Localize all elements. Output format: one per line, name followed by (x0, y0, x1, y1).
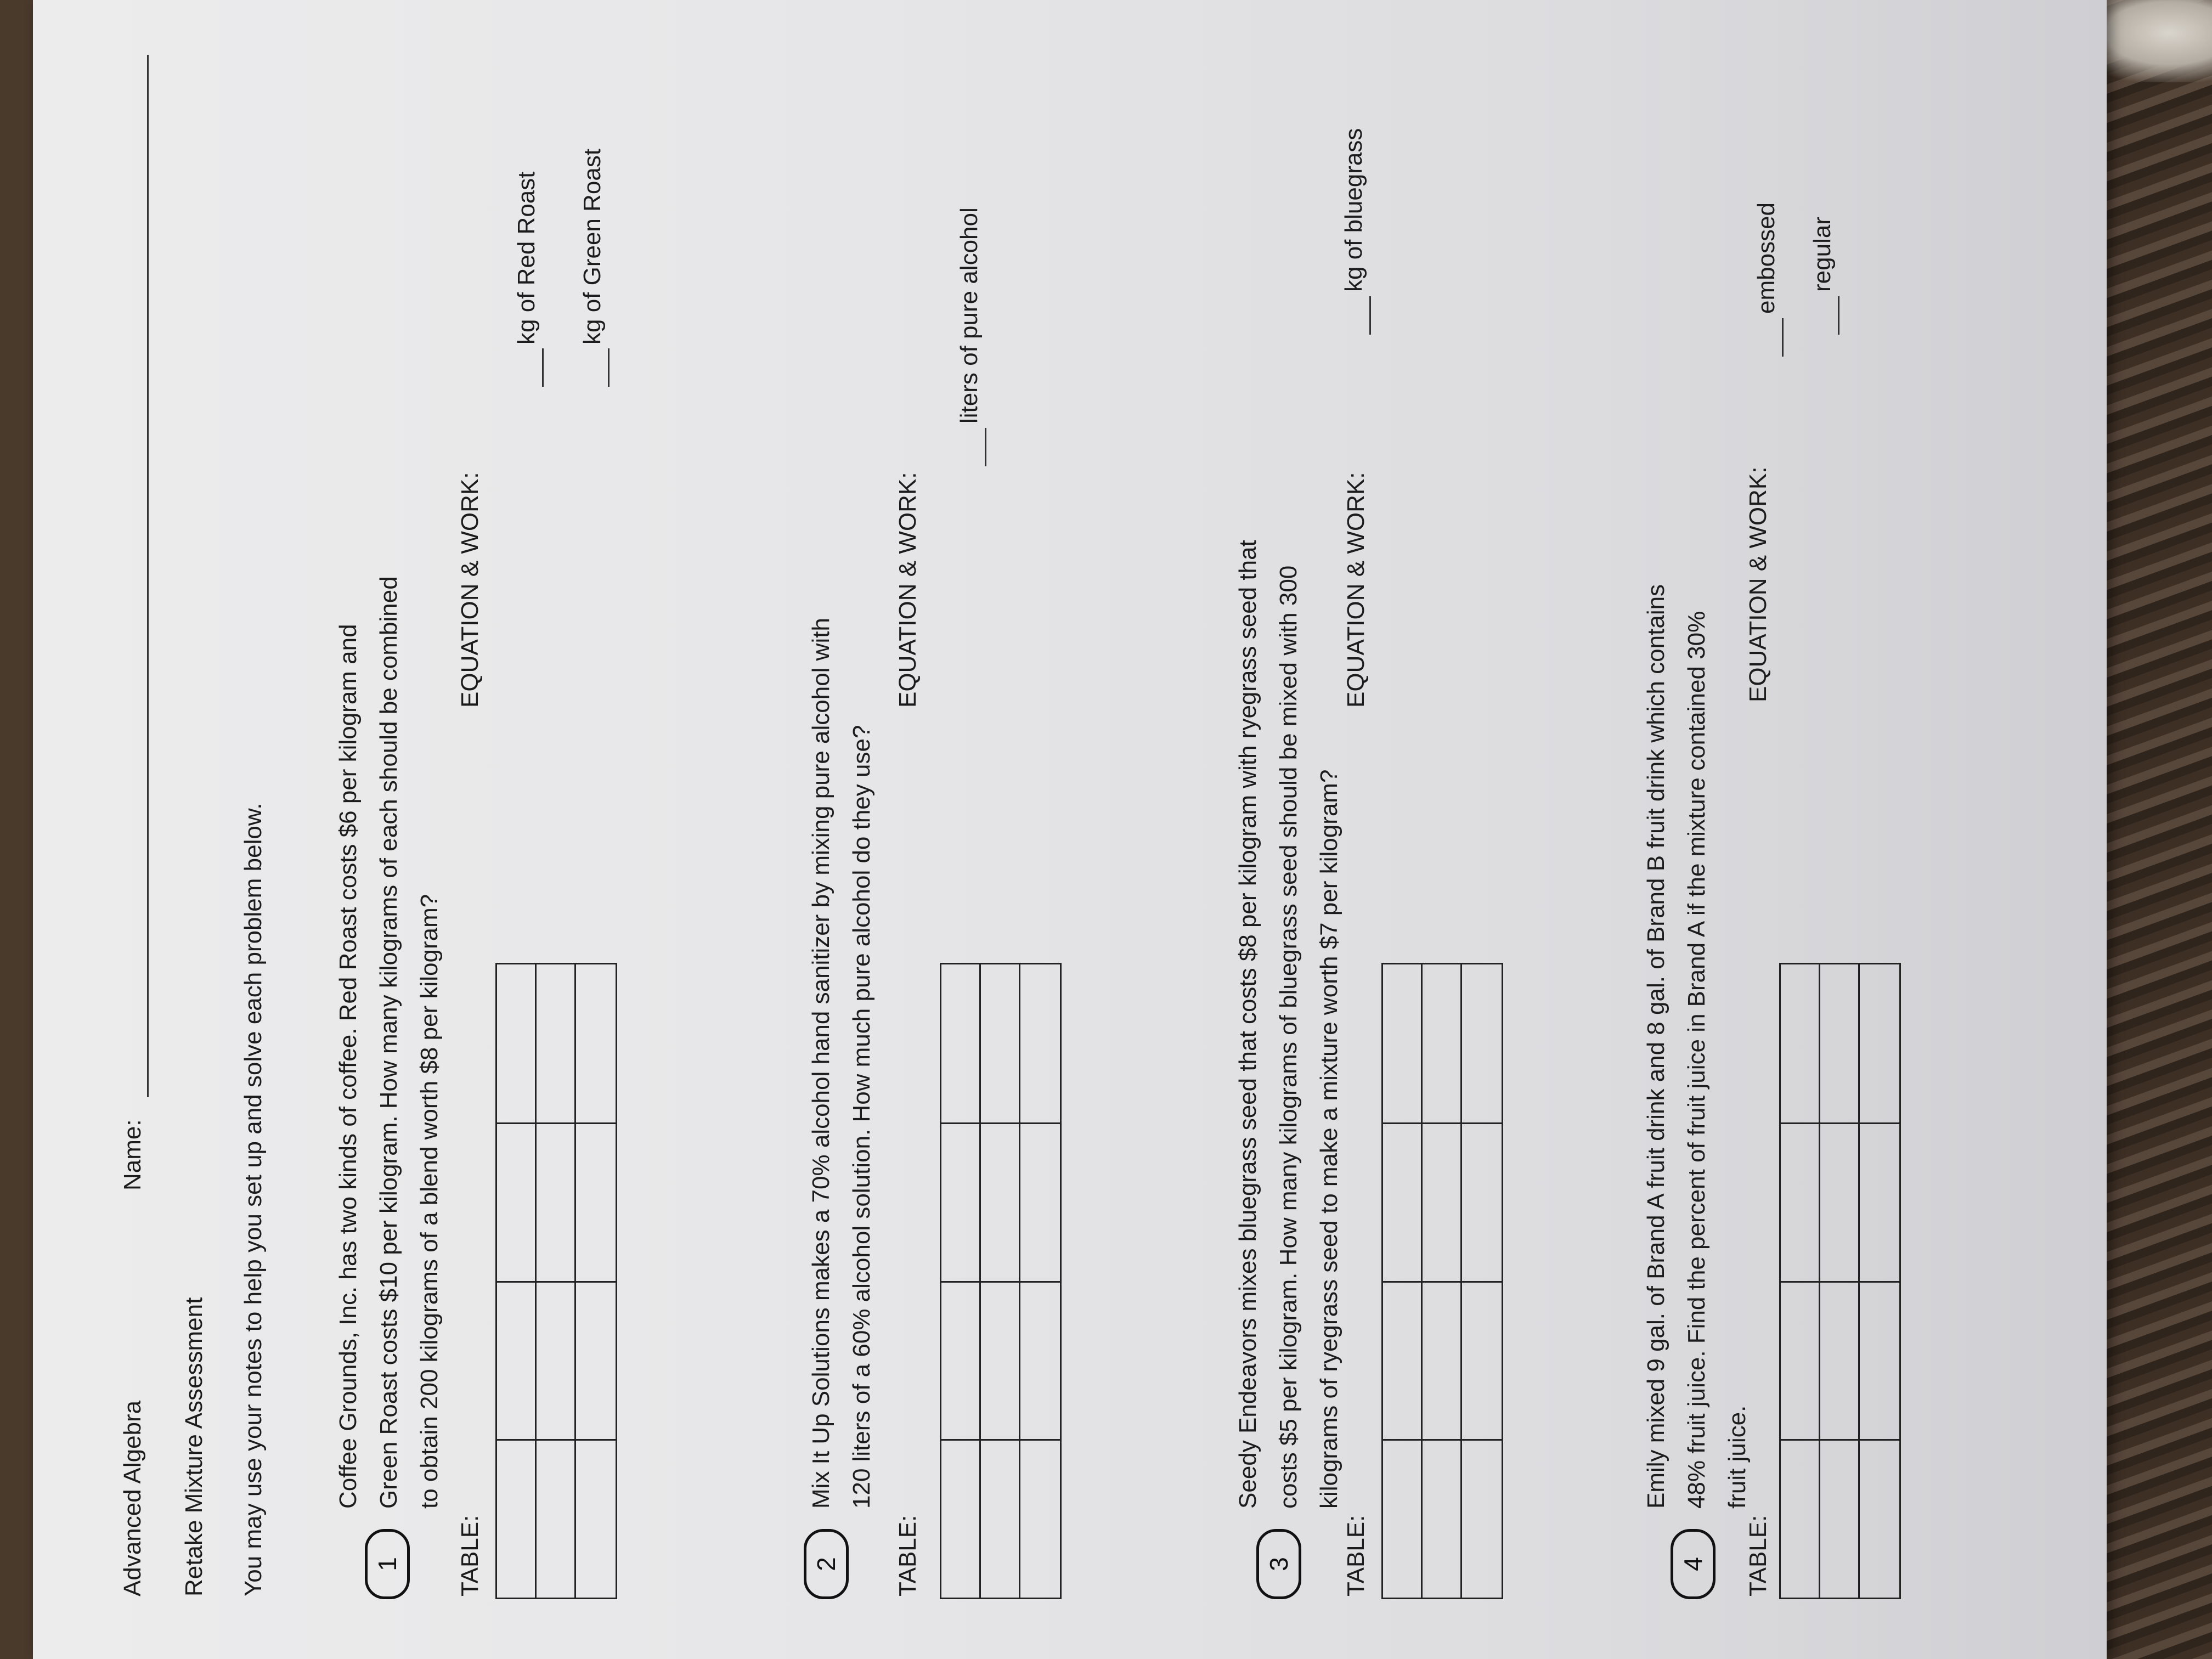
problem-3-answer-blank[interactable] (1369, 296, 1371, 335)
table-cell[interactable] (1781, 1440, 1820, 1598)
problem-3-equation-label: EQUATION & WORK: (1342, 472, 1369, 708)
table-cell[interactable] (1383, 1281, 1423, 1440)
table-cell[interactable] (1383, 1123, 1423, 1282)
table-cell[interactable] (1423, 1281, 1462, 1440)
problem-2-equation-label: EQUATION & WORK: (894, 472, 921, 708)
table-cell[interactable] (941, 1281, 981, 1440)
table-cell[interactable] (981, 964, 1020, 1123)
table-cell[interactable] (1781, 1123, 1820, 1282)
problem-4-text: Emily mixed 9 gal. of Brand A fruit drink and 8 gal. of Brand B fruit drink which contains 48% fruit juice. Find the percent of fruit juice in Brand A if the mixture contained 30% fruit juice. (1643, 584, 1751, 1509)
table-cell[interactable] (1860, 964, 1899, 1123)
problem-1-answer-2-blank[interactable] (608, 348, 610, 387)
table-cell[interactable] (981, 1123, 1020, 1282)
name-field-line[interactable] (147, 55, 149, 1097)
course-title: Advanced Algebra (119, 1400, 146, 1596)
table-cell[interactable] (576, 1281, 616, 1440)
problem-4-answer-2-label: regular (1809, 217, 1836, 292)
table-cell[interactable] (981, 1281, 1020, 1440)
problem-4-answer-2-blank[interactable] (1838, 296, 1839, 335)
table-cell[interactable] (1781, 1281, 1820, 1440)
table-cell[interactable] (1820, 1281, 1860, 1440)
problem-1-answer-1-blank[interactable] (542, 348, 544, 387)
table-cell[interactable] (537, 1440, 576, 1598)
table-cell[interactable] (1860, 1281, 1899, 1440)
table-cell[interactable] (1383, 1440, 1423, 1598)
table-cell[interactable] (1423, 1440, 1462, 1598)
table-cell[interactable] (497, 1440, 537, 1598)
table-cell[interactable] (1020, 1440, 1060, 1598)
table-cell[interactable] (1423, 964, 1462, 1123)
table-cell[interactable] (1781, 964, 1820, 1123)
problem-4-equation-label: EQUATION & WORK: (1745, 466, 1771, 702)
problem-1-text: Coffee Grounds, Inc. has two kinds of coffee. Red Roast costs $6 per kilogram and Green Roast costs $10 per kilogram. How many kilograms of each should be combined to obtain 200 kilograms of a blend worth $8 per kilogram? (335, 576, 443, 1509)
table-cell[interactable] (1860, 1123, 1899, 1282)
table-cell[interactable] (576, 964, 616, 1123)
table-cell[interactable] (537, 964, 576, 1123)
table-cell[interactable] (537, 1281, 576, 1440)
problem-3-number: 3 (1256, 1529, 1301, 1599)
table-cell[interactable] (1462, 1281, 1502, 1440)
problem-1-table-label: TABLE: (456, 1515, 483, 1596)
table-cell[interactable] (941, 1123, 981, 1282)
problem-1-answer-2-unit: kg of Green Roast (579, 148, 606, 345)
problem-3-text: Seedy Endeavors mixes bluegrass seed that costs $8 per kilogram with ryegrass seed that costs $5 per kilogram. How many kilograms of bluegrass seed should be mixed with 300 kilograms of ryegrass seed to make a mixture worth $7 per kilogram? (1234, 540, 1342, 1509)
problem-1-number: 1 (365, 1529, 410, 1599)
problem-3-answer-unit: kg of bluegrass (1340, 128, 1367, 292)
worksheet (33, 0, 2107, 1646)
problem-1-answer-1-unit: kg of Red Roast (513, 171, 540, 345)
table-cell[interactable] (537, 1123, 576, 1282)
problem-2-text: Mix It Up Solutions makes a 70% alcohol hand sanitizer by mixing pure alcohol with 120 liters of a 60% alcohol solution. How much pure alcohol do they use? (808, 618, 875, 1509)
problem-3-table[interactable] (1381, 963, 1503, 1599)
table-cell[interactable] (497, 1123, 537, 1282)
problem-4-answer-1-label: embossed (1753, 202, 1780, 314)
problem-4-table-label: TABLE: (1745, 1515, 1771, 1596)
table-cell[interactable] (981, 1440, 1020, 1598)
table-cell[interactable] (576, 1123, 616, 1282)
problem-4-table[interactable] (1779, 963, 1901, 1599)
table-cell[interactable] (1820, 964, 1860, 1123)
table-cell[interactable] (1020, 964, 1060, 1123)
problem-3-table-label: TABLE: (1342, 1515, 1369, 1596)
table-cell[interactable] (497, 964, 537, 1123)
table-cell[interactable] (1020, 1281, 1060, 1440)
assessment-subtitle: Retake Mixture Assessment (180, 1297, 207, 1596)
instructions-text: You may use your notes to help you set up and solve each problem below. (240, 803, 267, 1596)
problem-2-table[interactable] (940, 963, 1062, 1599)
table-cell[interactable] (1820, 1123, 1860, 1282)
name-label: Name: (119, 1119, 146, 1190)
table-cell[interactable] (1462, 1123, 1502, 1282)
table-cell[interactable] (941, 1440, 981, 1598)
problem-2-number: 2 (804, 1529, 849, 1599)
problem-2-answer-blank[interactable] (985, 428, 986, 466)
table-cell[interactable] (1423, 1123, 1462, 1282)
problem-4-answer-1-blank[interactable] (1782, 318, 1784, 357)
table-cell[interactable] (1383, 964, 1423, 1123)
table-cell[interactable] (1860, 1440, 1899, 1598)
table-cell[interactable] (1462, 1440, 1502, 1598)
table-cell[interactable] (1020, 1123, 1060, 1282)
problem-4-number: 4 (1671, 1529, 1716, 1599)
table-cell[interactable] (576, 1440, 616, 1598)
table-cell[interactable] (941, 964, 981, 1123)
table-cell[interactable] (1820, 1440, 1860, 1598)
problem-1-table[interactable] (495, 963, 617, 1599)
problem-2-table-label: TABLE: (894, 1515, 921, 1596)
problem-1-equation-label: EQUATION & WORK: (456, 472, 483, 708)
table-cell[interactable] (497, 1281, 537, 1440)
table-cell[interactable] (1462, 964, 1502, 1123)
problem-2-answer-unit: liters of pure alcohol (956, 207, 983, 424)
